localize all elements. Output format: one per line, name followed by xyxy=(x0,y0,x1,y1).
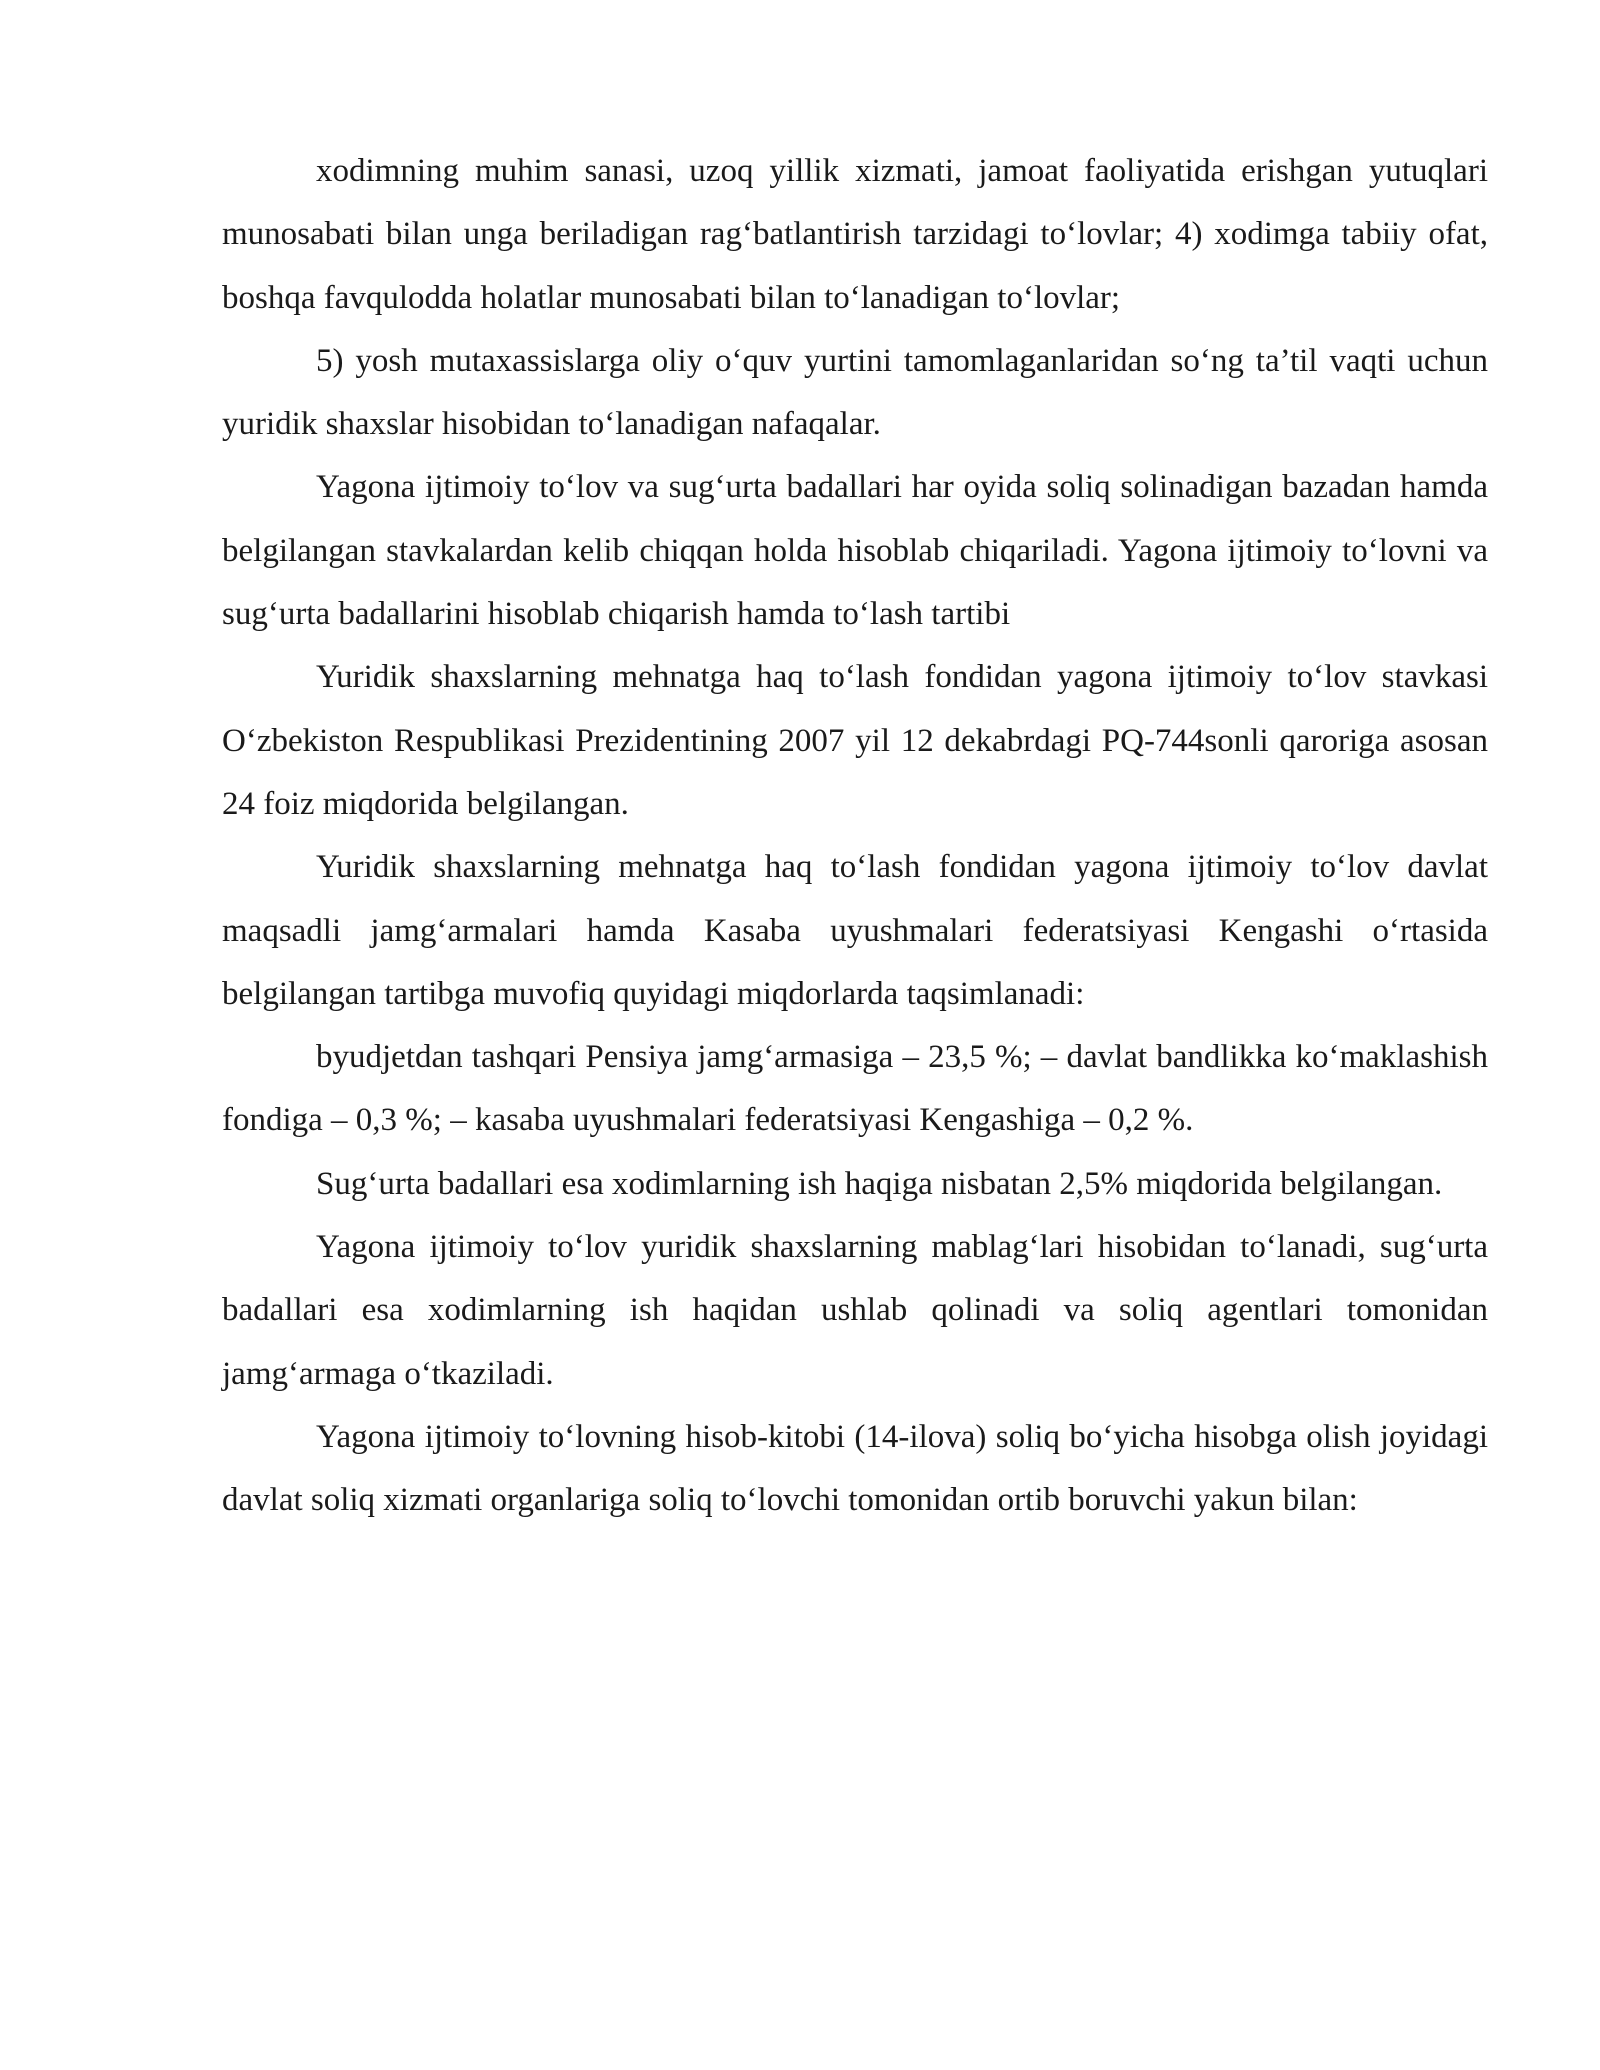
paragraph-3: Yagona ijtimoiy to‘lov va sug‘urta badallari har oyida soliq solinadigan bazadan hamda belgilangan stavkalardan kelib chiqqan holda hisoblab chiqariladi. Yagona ijtimoiy to‘lovni va sug‘urta badallarini hisoblab chiqarish hamda to‘lash tartibi xyxy=(222,469,1488,633)
paragraph-4: Yuridik shaxslarning mehnatga haq to‘lash fondidan yagona ijtimoiy to‘lov stavkasi O‘zbekiston Respublikasi Prezidentining 2007 yil 12 dekabrdagi PQ-744sonli qaroriga asosan 24 foiz miqdorida belgilangan. xyxy=(222,659,1488,822)
paragraph-1: xodimning muhim sanasi, uzoq yillik xizmati, jamoat faoliyatida erishgan yutuqlari munosabati bilan unga beriladigan rag‘batlantirish tarzidagi to‘lovlar; 4) xodimga tabiiy ofat, boshqa favqulodda holatlar munosabati bilan to‘lanadigan to‘lovlar; xyxy=(222,153,1488,316)
document-body xyxy=(222,140,1488,1533)
paragraph-5: Yuridik shaxslarning mehnatga haq to‘lash fondidan yagona ijtimoiy to‘lov davlat maqsadli jamg‘armalari hamda Kasaba uyushmalari federatsiyasi Kengashi o‘rtasida belgilangan tartibga muvofiq quyidagi miqdorlarda taqsimlanadi: xyxy=(222,849,1488,1012)
paragraph-8: Yagona ijtimoiy to‘lov yuridik shaxslarning mablag‘lari hisobidan to‘lanadi, sug‘urta badallari esa xodimlarning ish haqidan ushlab qolinadi va soliq agentlari tomonidan jamg‘armaga o‘tkaziladi. xyxy=(222,1229,1488,1392)
paragraph-7: Sug‘urta badallari esa xodimlarning ish haqiga nisbatan 2,5% miqdorida belgilangan. xyxy=(316,1165,1443,1202)
paragraph-6: byudjetdan tashqari Pensiya jamg‘armasiga – 23,5 %; – davlat bandlikka ko‘maklashish fondiga – 0,3 %; – kasaba uyushmalari federatsiyasi Kengashiga – 0,2 %. xyxy=(222,1039,1488,1139)
paragraph-9: Yagona ijtimoiy to‘lovning hisob-kitobi (14-ilova) soliq bo‘yicha hisobga olish joyidagi davlat soliq xizmati organlariga soliq to‘lovchi tomonidan ortib boruvchi yakun bilan: xyxy=(222,1418,1488,1519)
paragraph-2: 5) yosh mutaxassislarga oliy o‘quv yurtini tamomlaganlaridan so‘ng ta’til vaqti uchun yuridik shaxslar hisobidan to‘lanadigan nafaqalar. xyxy=(222,342,1488,443)
